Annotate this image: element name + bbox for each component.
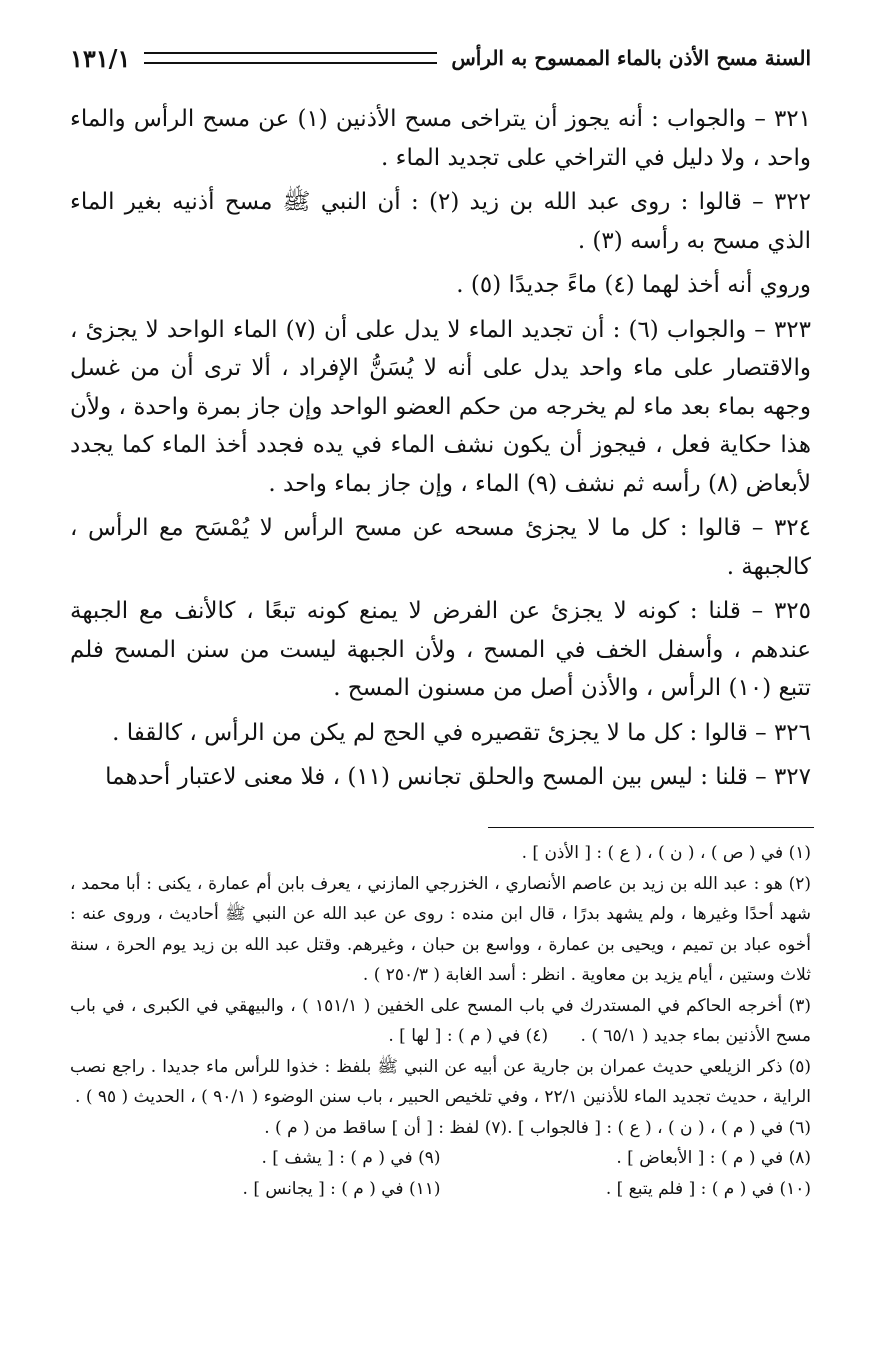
footnotes [70, 838, 811, 1204]
footnote-9: (٩) في ( م ) : [ يشف ] . [261, 1148, 441, 1168]
paragraph-322-continued: وروي أنه أخذ لهما (٤) ماءً جديدًا (٥) . [456, 272, 811, 298]
paragraph-323: ٣٢٣ – والجواب (٦) : أن تجديد الماء لا يدل على أن (٧) الماء الواحد لا يجزئ ، والاقتصار على ماء واحد يدل على أنه لا يُسَنُّ الإفراد ، ألا ترى أن من غسل وجهه بماء بعد ماء لم يخرجه من حكم العضو الواحد وإن جاز بمرة واحدة ، ولأن هذا حكاية فعل ، فيجوز أن يكون نشف الماء في يده فجدد أخذ الماء كما يجدد لأبعاض (٨) رأسه ثم نشف (٩) الماء ، وإن جاز بماء واحد . [70, 316, 811, 497]
footnote-2: (٢) هو : عبد الله بن زيد بن عاصم الأنصاري ، الخزرجي المازني ، يعرف بابن أم عمارة ، يكنى : أبا محمد ، شهد أحدًا وغيرها ، ولم يشهد بدرًا ، قال ابن منده : روى عن عبد الله عن النبي ﷺ أحاديث ، وروى عنه : أخوه عباد بن تميم ، ويحيى بن عمارة ، وواسع بن حبان ، وغيرهم. وقتل عبد الله بن زيد يوم الحرة ، سنة ثلاث وستين ، أيام يزيد بن معاوية . انظر : أسد الغابة ( ٢٥٠/٣ ) . [70, 873, 811, 985]
paragraph-326: ٣٢٦ – قالوا : كل ما لا يجزئ تقصيره في الحج لم يكن من الرأس ، كالقفا . [112, 719, 811, 746]
paragraph-324: ٣٢٤ – قالوا : كل ما لا يجزئ مسحه عن مسح الرأس لا يُمْسَح مع الرأس ، كالجبهة . [70, 515, 811, 580]
paragraph-322: ٣٢٢ – قالوا : روى عبد الله بن زيد (٢) : أن النبي ﷺ مسح أذنيه بغير الماء الذي مسح به رأسه (٣) . [70, 189, 811, 254]
paragraph-327: ٣٢٧ – قلنا : ليس بين المسح والحلق تجانس (١١) ، فلا معنى لاعتبار أحدهما [105, 764, 811, 790]
header-title: السنة مسح الأذن بالماء الممسوح به الرأس [451, 46, 811, 70]
footnote-3-text: (٣) أخرجه الحاكم في المستدرك في باب المسح على الخفين ( ١٥١/١ ) ، والبيهقي في الكبرى ، في باب مسح الأذنين بماء جديد ( ٦٥/١ ) . [70, 995, 811, 1046]
footnote-7: (٧) لفظ : [ أن ] ساقط من ( م ) . [264, 1117, 508, 1138]
header-double-rule [144, 52, 437, 64]
running-header [70, 38, 811, 78]
footnote-6: (٦) في ( م ) ، ( ن ) ، ( ع ) : [ فالجواب ] . [507, 1117, 811, 1138]
footnote-3 [70, 991, 811, 1052]
footnote-5: (٥) ذكر الزيلعي حديث عمران بن جارية عن أبيه عن النبي ﷺ بلفظ : خذوا للرأس ماء جديدا . راجع نصب الراية ، حديث تجديد الماء للأذنين ٢٢/١ ، وفي تلخيص الحبير ، باب سنن الوضوء ( ٩٠/١ ) ، الحديث ( ٩٥ ) . [70, 1056, 811, 1107]
footnote-4: (٤) في ( م ) : [ لها ] . [388, 1026, 549, 1046]
footnote-separator [488, 827, 814, 828]
paragraph-321: ٣٢١ – والجواب : أنه يجوز أن يتراخى مسح الأذنين (١) عن مسح الرأس والماء واحد ، ولا دليل في التراخي على تجديد الماء . [70, 106, 811, 171]
footnote-8: (٨) في ( م ) : [ الأبعاض ] . [616, 1148, 811, 1168]
footnote-row-10-11 [70, 1174, 811, 1205]
footnote-1: (١) في ( ص ) ، ( ن ) ، ( ع ) : [ الأذن ] . [521, 843, 811, 863]
footnote-11: (١١) في ( م ) : [ يجانس ] . [242, 1178, 441, 1199]
footnote-10: (١٠) في ( م ) : [ فلم يتبع ] . [605, 1178, 811, 1199]
main-text [70, 100, 811, 803]
footnote-row-8-9 [70, 1143, 811, 1174]
paragraph-325: ٣٢٥ – قلنا : كونه لا يجزئ عن الفرض لا يمنع كونه تبعًا ، كالأنف مع الجبهة عندهم ، وأسفل الخف في المسح ، ولأن الجبهة ليست من سنن المسح فلم تتبع (١٠) الرأس ، والأذن أصل من مسنون المسح . [70, 598, 811, 701]
footnote-row-6-7 [70, 1113, 811, 1144]
page-number: ١٣١/١ [70, 43, 131, 73]
